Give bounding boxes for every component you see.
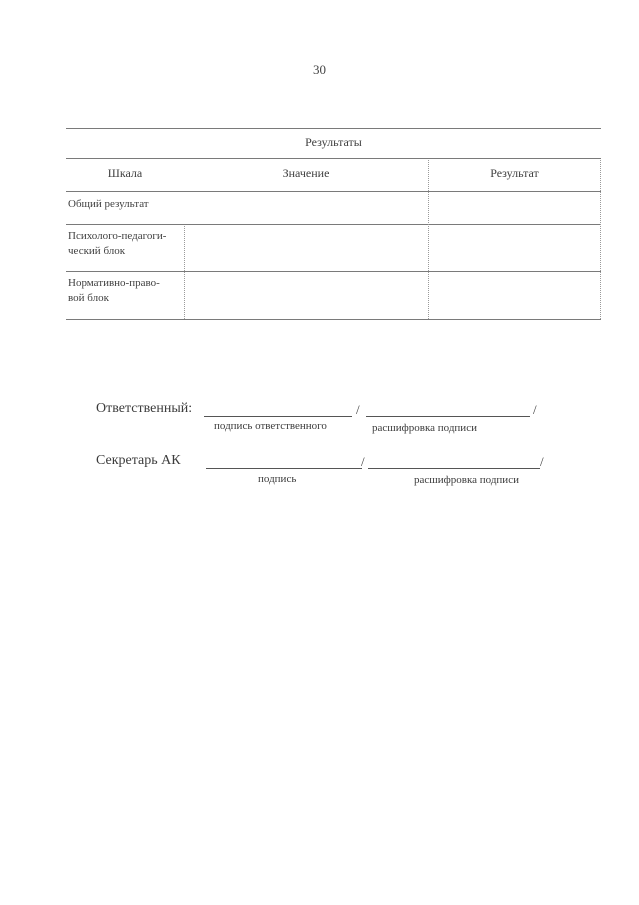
table-row-scale: Психолого-педагоги- — [68, 230, 167, 242]
table-right-edge — [600, 160, 601, 319]
column-separator — [428, 160, 429, 319]
secretary-transcript-caption: расшифровка подписи — [414, 474, 519, 486]
secretary-separator-end: / — [540, 454, 544, 469]
table-title-divider — [66, 158, 601, 159]
table-row-scale-continued: вой блок — [68, 292, 109, 304]
column-header-value: Значение — [282, 166, 330, 180]
responsible-signature-caption: подпись ответственного — [214, 420, 327, 432]
page-number: 30 — [313, 62, 326, 77]
table-row-scale: Общий результат — [68, 198, 149, 210]
table-row-divider — [66, 271, 601, 272]
secretary-signature-caption: подпись — [258, 473, 297, 485]
table-row-scale: Нормативно-право- — [68, 277, 160, 289]
column-header-result: Результат — [490, 166, 539, 180]
table-row-scale-continued: ческий блок — [68, 245, 126, 257]
secretary-transcript-line — [368, 468, 540, 469]
responsible-separator: / — [356, 402, 360, 417]
table-title: Результаты — [305, 135, 362, 149]
responsible-transcript-caption: расшифровка подписи — [372, 422, 477, 434]
responsible-signature-line — [204, 416, 352, 417]
table-row-divider — [66, 224, 601, 225]
column-separator — [184, 226, 185, 319]
secretary-signature-line — [206, 468, 362, 469]
secretary-separator: / — [361, 454, 365, 469]
column-header-scale: Шкала — [107, 166, 143, 180]
table-top-border — [66, 128, 601, 129]
responsible-transcript-line — [366, 416, 530, 417]
secretary-label: Секретарь АК — [96, 453, 181, 468]
table-bottom-border — [66, 319, 601, 320]
results-table — [66, 128, 601, 320]
responsible-separator-end: / — [533, 402, 537, 417]
table-header-divider — [66, 191, 601, 192]
responsible-label: Ответственный: — [96, 401, 193, 416]
